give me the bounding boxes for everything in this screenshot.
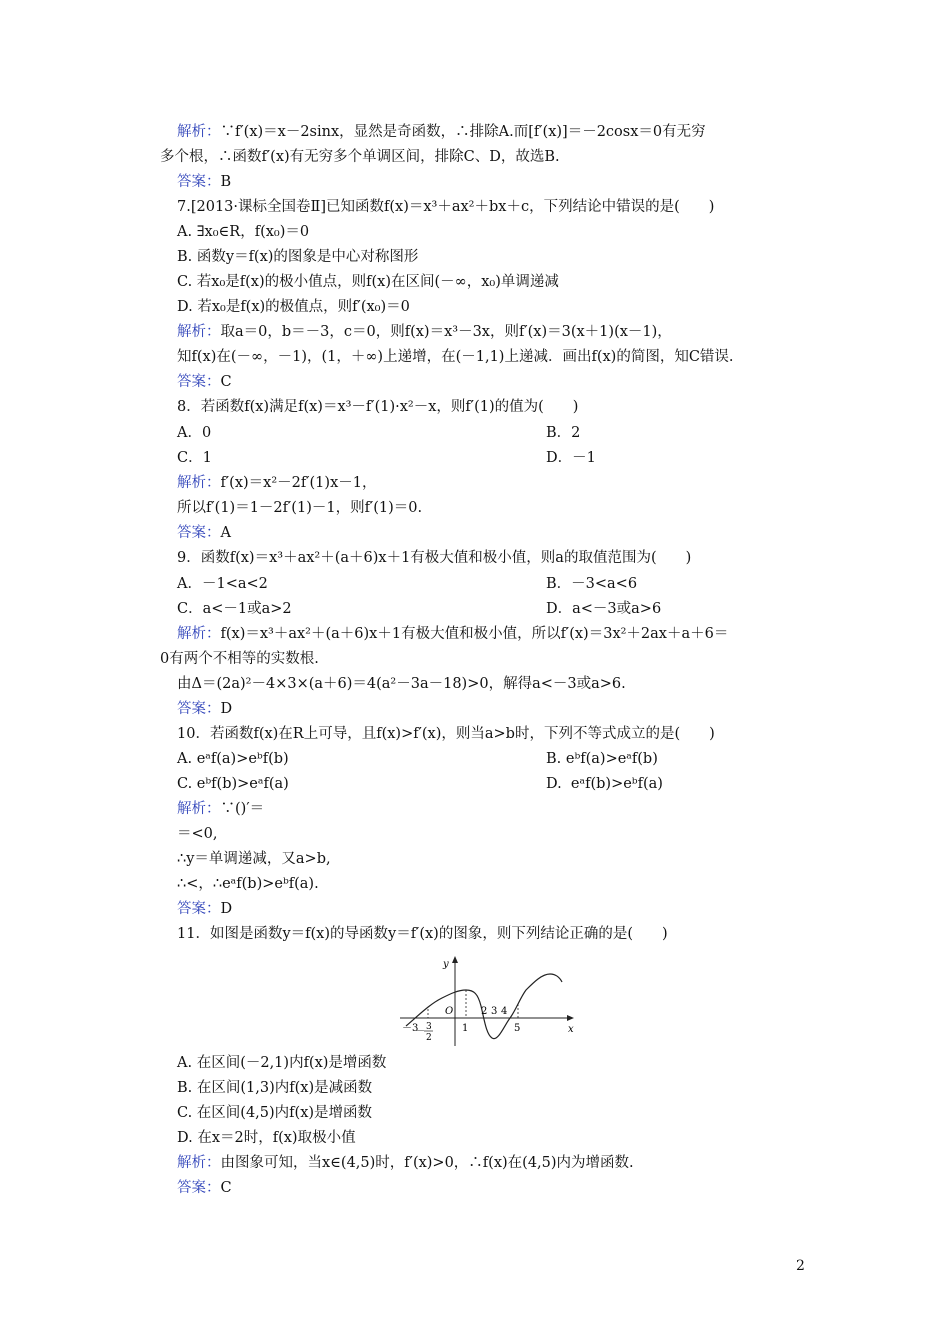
x-axis-arrow (567, 1015, 574, 1021)
line-text: 10．若函数f(x)在R上可导，且f(x)>f′(x)，则当a>b时，下列不等式成立的是( ) (177, 726, 715, 742)
line-text: 由Δ＝(2a)²－4×3×(a＋6)＝4(a²－3a－18)>0，解得a<－3或a>6. (177, 676, 626, 692)
frac-den: 2 (426, 1033, 432, 1043)
analysis-line (177, 473, 376, 493)
line-text: D. 在x＝2时，f(x)取极小值 (177, 1130, 356, 1146)
text-line (177, 1078, 372, 1098)
text-line (177, 1053, 386, 1073)
answer-label: 答案： (177, 1180, 221, 1196)
axis-label-y: y (443, 959, 449, 970)
analysis-label: 解析： (177, 626, 221, 642)
analysis-line (177, 1153, 634, 1173)
origin-label: O (445, 1006, 454, 1017)
line-text: f(x)＝x³＋ax²＋(a＋6)x＋1有极大值和极小值，所以f′(x)＝3x²＋2ax＋a＋6＝ (220, 626, 729, 642)
line-text: ＝<0, (177, 826, 218, 842)
tick-2: 2 (481, 1006, 488, 1017)
answer-label: 答案： (177, 901, 221, 917)
line-text: C. eᵇf(b)>eᵃf(a) (177, 776, 289, 792)
derivative-graph (398, 954, 578, 1049)
line-text: D (220, 701, 233, 717)
line-text: A．－1<a<2 (177, 576, 268, 592)
line-text: A. eᵃf(a)>eᵇf(b) (177, 751, 289, 767)
line-text: C (220, 1180, 232, 1196)
analysis-label: 解析： (177, 801, 221, 817)
text-line (177, 724, 715, 744)
analysis-label: 解析： (177, 124, 221, 140)
tick-3: 3 (491, 1006, 498, 1017)
line-text: A．0 (177, 425, 212, 441)
line-text: 0有两个不相等的实数根. (160, 651, 319, 667)
analysis-label: 解析： (177, 1155, 221, 1171)
line-text: ∴y＝单调递减，又a>b, (177, 851, 331, 867)
analysis-label: 解析： (177, 475, 221, 491)
y-axis-arrow (452, 956, 458, 963)
line-text: D (220, 901, 233, 917)
answer-line (177, 372, 232, 392)
text-line (160, 649, 319, 669)
option-right: D．a<－3或a>6 (546, 601, 662, 617)
line-text: C. 在区间(4,5)内f(x)是增函数 (177, 1105, 373, 1121)
text-line (177, 222, 309, 242)
frac-num: 3 (426, 1022, 432, 1032)
text-line (177, 197, 714, 217)
text-line (177, 448, 212, 468)
text-line (177, 774, 289, 794)
line-text: 所以f′(1)＝1－2f′(1)－1，则f′(1)＝0. (177, 500, 423, 516)
text-line (160, 147, 560, 167)
answer-label: 答案： (177, 174, 221, 190)
analysis-label: 解析： (177, 324, 221, 340)
line-text: A. ∃x₀∈R，f(x₀)＝0 (177, 224, 310, 240)
analysis-line (177, 624, 728, 644)
answer-line (177, 172, 231, 192)
line-text: 7.[2013·课标全国卷Ⅱ]已知函数f(x)＝x³＋ax²＋bx＋c，下列结论中错误的是( ) (177, 199, 715, 215)
text-line (177, 272, 559, 292)
line-text: B. 函数y＝f(x)的图象是中心对称图形 (177, 249, 419, 265)
answer-line (177, 1178, 232, 1198)
option-right: B．－3<a<6 (546, 576, 638, 592)
tick-1: 1 (462, 1023, 469, 1034)
tick-5: 5 (514, 1023, 521, 1034)
line-text: C．1 (177, 450, 212, 466)
page-number: 2 (796, 1258, 805, 1274)
line-text: C．a<－1或a>2 (177, 601, 292, 617)
line-text: ∵f′(x)＝x－2sinx，显然是奇函数，∴排除A.而[f′(x)]＝－2cosx＝0有无穷 (220, 124, 706, 140)
line-text: C. 若x₀是f(x)的极小值点，则f(x)在区间(－∞，x₀)单调递减 (177, 274, 559, 290)
axis-label-x: x (568, 1024, 574, 1035)
line-text: 9．函数f(x)＝x³＋ax²＋(a＋6)x＋1有极大值和极小值，则a的取值范围为( ) (177, 550, 692, 566)
line-text: A. 在区间(－2,1)内f(x)是增函数 (177, 1055, 387, 1071)
line-text: 由图象可知，当x∈(4,5)时，f′(x)>0，∴f(x)在(4,5)内为增函数. (220, 1155, 634, 1171)
analysis-line (177, 799, 264, 819)
text-line (177, 297, 410, 317)
analysis-line (177, 322, 672, 342)
option-right: D. eᵃf(b)>eᵇf(a) (546, 776, 663, 792)
text-line (177, 1103, 372, 1123)
text-line (177, 498, 422, 518)
text-line (177, 548, 691, 568)
tick-4: 4 (501, 1006, 508, 1017)
line-text: 知f(x)在(－∞，－1)，(1，＋∞)上递增，在(－1,1)上递减．画出f(x)的简图，知C错误. (177, 349, 734, 365)
text-line (177, 749, 289, 769)
text-line (177, 674, 626, 694)
answer-label: 答案： (177, 701, 221, 717)
line-text: 取a＝0，b＝－3，c＝0，则f(x)＝x³－3x，则f′(x)＝3(x＋1)(x－1)， (220, 324, 672, 340)
answer-line (177, 899, 232, 919)
text-line (177, 849, 331, 869)
answer-label: 答案： (177, 525, 221, 541)
analysis-line (177, 122, 706, 142)
text-line (177, 423, 211, 443)
line-text: 11．如图是函数y＝f(x)的导函数y＝f′(x)的图象，则下列结论正确的是( ) (177, 926, 668, 942)
text-line (177, 574, 268, 594)
frac-sign: － (416, 1027, 426, 1037)
option-right: D．－1 (546, 450, 596, 466)
text-line (177, 1128, 356, 1148)
answer-line (177, 523, 231, 543)
line-text: 多个根，∴函数f′(x)有无穷多个单调区间，排除C、D，故选B. (160, 149, 560, 165)
option-right: B. eᵇf(a)>eᵃf(b) (546, 751, 658, 767)
text-line (177, 397, 578, 417)
line-text: B. 在区间(1,3)内f(x)是减函数 (177, 1080, 373, 1096)
text-line (177, 347, 734, 367)
answer-label: 答案： (177, 374, 221, 390)
line-text: D. 若x₀是f(x)的极值点，则f′(x₀)＝0 (177, 299, 410, 315)
line-text: A (220, 525, 231, 541)
tick-neg3: －3 (402, 1023, 419, 1034)
text-line (177, 924, 668, 944)
line-text: C (220, 374, 232, 390)
answer-line (177, 699, 232, 719)
option-right: B．2 (546, 425, 581, 441)
text-line (177, 599, 292, 619)
text-line (177, 874, 319, 894)
line-text: ∴<，∴eᵃf(b)>eᵇf(a). (177, 876, 319, 892)
line-text: f′(x)＝x²－2f′(1)x－1， (220, 475, 377, 491)
text-line (177, 247, 418, 267)
line-text: 8．若函数f(x)满足f(x)＝x³－f′(1)·x²－x，则f′(1)的值为( ) (177, 399, 579, 415)
line-text: B (220, 174, 232, 190)
text-line (177, 824, 217, 844)
line-text: ∵()′＝ (220, 801, 265, 817)
